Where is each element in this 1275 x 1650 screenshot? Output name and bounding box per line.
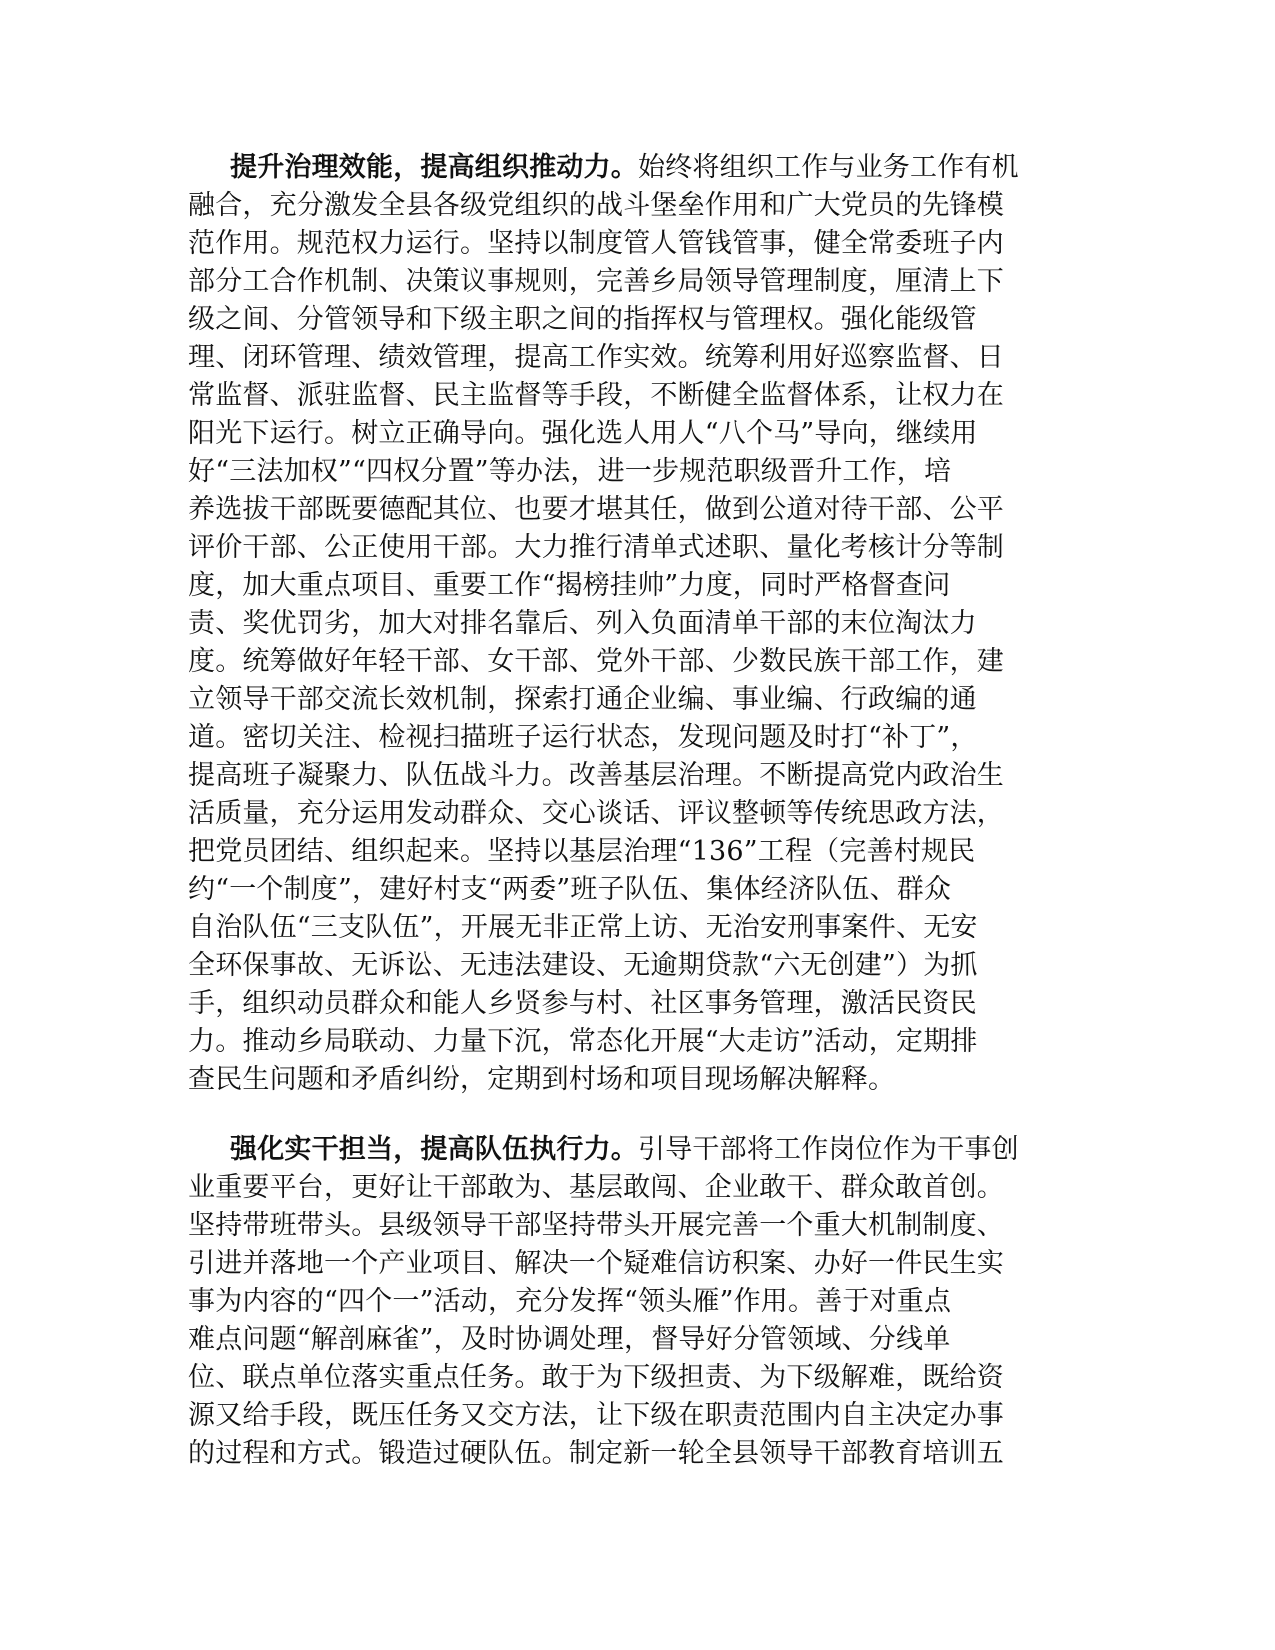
- line-text: 理、闭环管理、绩效管理，提高工作实效。统筹利用好巡察监督、日: [188, 342, 1004, 373]
- line-text: 活质量，充分运用发动群众、交心谈话、评议整顿等传统思政方法，: [188, 798, 1004, 829]
- line-text: 源又给手段，既压任务又交方法，让下级在职责范围内自主决定办事: [188, 1400, 1004, 1431]
- line-text: 手，组织动员群众和能人乡贤参与村、社区事务管理，激活民资民: [188, 988, 977, 1019]
- paragraph-governance: [188, 149, 1068, 1099]
- line-text: 部分工合作机制、决策议事规则，完善乡局领导管理制度，厘清上下: [188, 266, 1004, 297]
- line-text: 查民生问题和矛盾纠纷，定期到村场和项目现场解决解释。: [188, 1064, 896, 1095]
- line-text: 责、奖优罚劣，加大对排名靠后、列入负面清单干部的末位淘汰力: [188, 608, 977, 639]
- paragraph-heading: 提升治理效能，提高组织推动力。: [230, 152, 638, 183]
- line-text: 难点问题“解剖麻雀”，及时协调处理，督导好分管领域、分线单: [188, 1324, 951, 1355]
- paragraph-execution: [188, 1131, 1068, 1473]
- line-text: 引进并落地一个产业项目、解决一个疑难信访积案、办好一件民生实: [188, 1248, 1004, 1279]
- line-text: 力。推动乡局联动、力量下沉，常态化开展“大走访”活动，定期排: [188, 1026, 978, 1057]
- line-text: 事为内容的“四个一”活动，充分发挥“领头雁”作用。善于对重点: [188, 1286, 952, 1317]
- line-text: 坚持带班带头。县级领导干部坚持带头开展完善一个重大机制制度、: [188, 1210, 1004, 1241]
- line-text: 把党员团结、组织起来。坚持以基层治理“136”工程（完善村规民: [188, 836, 976, 867]
- paragraph-first-line: [188, 1131, 1068, 1169]
- line-text: 度。统筹做好年轻干部、女干部、党外干部、少数民族干部工作，建: [188, 646, 1004, 677]
- line-text: 立领导干部交流长效机制，探索打通企业编、事业编、行政编的通: [188, 684, 977, 715]
- line-text: 引导干部将工作岗位作为干事创: [638, 1134, 1019, 1165]
- paragraph-first-line: [188, 149, 1068, 187]
- line-text: 自治队伍“三支队伍”，开展无非正常上访、无治安刑事案件、无安: [188, 912, 978, 943]
- line-text: 道。密切关注、检视扫描班子运行状态，发现问题及时打“补丁”，: [188, 722, 978, 753]
- line-text: 位、联点单位落实重点任务。敢于为下级担责、为下级解难，既给资: [188, 1362, 1004, 1393]
- line-text: 评价干部、公正使用干部。大力推行清单式述职、量化考核计分等制: [188, 532, 1004, 563]
- line-text: 融合，充分激发全县各级党组织的战斗堡垒作用和广大党员的先锋模: [188, 190, 1004, 221]
- line-text: 提高班子凝聚力、队伍战斗力。改善基层治理。不断提高党内政治生: [188, 760, 1004, 791]
- line-text: 范作用。规范权力运行。坚持以制度管人管钱管事，健全常委班子内: [188, 228, 1004, 259]
- line-text: 级之间、分管领导和下级主职之间的指挥权与管理权。强化能级管: [188, 304, 977, 335]
- line-text: 好“三法加权”“四权分置”等办法，进一步规范职级晋升工作，培: [188, 456, 952, 487]
- line-text: 业重要平台，更好让干部敢为、基层敢闯、企业敢干、群众敢首创。: [188, 1172, 1004, 1203]
- line-text: 养选拔干部既要德配其位、也要才堪其任，做到公道对待干部、公平: [188, 494, 1004, 525]
- line-text: 度，加大重点项目、重要工作“揭榜挂帅”力度，同时严格督查问: [188, 570, 951, 601]
- line-text: 始终将组织工作与业务工作有机: [638, 152, 1019, 183]
- line-text: 全环保事故、无诉讼、无违法建设、无逾期贷款“六无创建”）为抓: [188, 950, 978, 981]
- line-text: 约“一个制度”，建好村支“两委”班子队伍、集体经济队伍、群众: [188, 874, 952, 905]
- line-text: 常监督、派驻监督、民主监督等手段，不断健全监督体系，让权力在: [188, 380, 1004, 411]
- paragraph-heading: 强化实干担当，提高队伍执行力。: [230, 1134, 638, 1165]
- line-text: 的过程和方式。锻造过硬队伍。制定新一轮全县领导干部教育培训五: [188, 1438, 1004, 1469]
- line-text: 阳光下运行。树立正确导向。强化选人用人“八个马”导向，继续用: [188, 418, 978, 449]
